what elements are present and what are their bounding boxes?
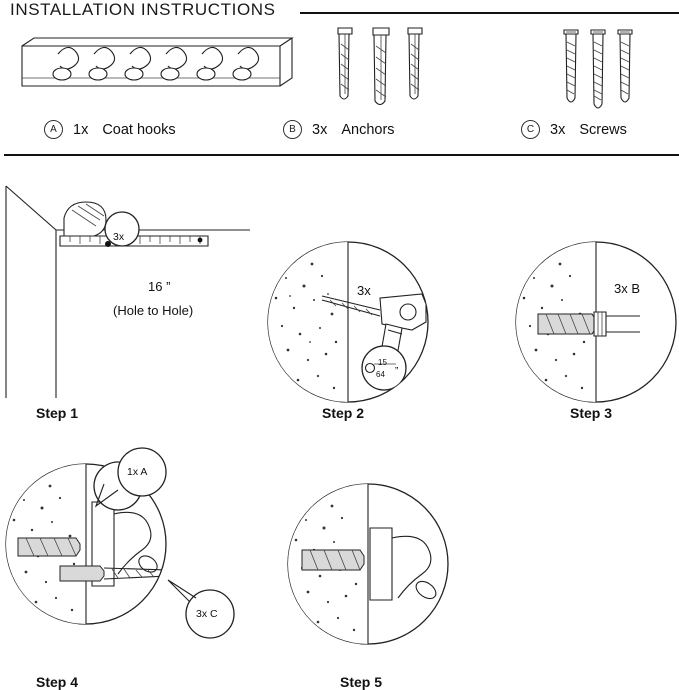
step4-caption: Step 4 (36, 674, 79, 690)
step2-callout-qty: 3x (357, 283, 371, 298)
step2-bit-denominator: 64 (376, 370, 385, 379)
part-qty-c: 3x (550, 121, 566, 138)
step3-callout-qty: 3x B (614, 281, 641, 296)
step2-bit-numerator: 15 (378, 358, 387, 367)
part-name-a: Coat hooks (102, 121, 176, 138)
screw-icon (564, 30, 632, 108)
part-badge-b: B (283, 120, 302, 139)
step3-illustration (510, 238, 679, 408)
step1-illustration (0, 168, 260, 398)
step2-illustration (262, 238, 442, 408)
part-label-b (283, 120, 395, 139)
part-label-c (521, 120, 627, 139)
page-title: INSTALLATION INSTRUCTIONS (10, 0, 276, 19)
step1-note-hole-to-hole: (Hole to Hole) (113, 303, 194, 318)
step5-caption: Step 5 (340, 674, 383, 690)
part-badge-c: C (521, 120, 540, 139)
part-name-c: Screws (579, 121, 627, 138)
part-badge-a: A (44, 120, 63, 139)
part-label-a (44, 120, 176, 139)
step4-callout-hook: 1x A (127, 466, 148, 478)
tape-measure-marking-icon (60, 202, 208, 247)
step4-callout-screw: 3x C (196, 608, 218, 620)
step5-illustration (282, 480, 462, 655)
step2-bit-inch: ” (395, 366, 399, 377)
anchor-in-wall-icon (18, 538, 80, 556)
part-name-b: Anchors (341, 121, 395, 138)
part-qty-b: 3x (312, 121, 328, 138)
coat-hook-rail-icon (22, 38, 292, 86)
step1-callout-qty: 3x (113, 231, 125, 243)
step2-caption: Step 2 (322, 405, 365, 421)
step3-caption: Step 3 (570, 405, 613, 421)
section-divider (4, 154, 679, 156)
step4-illustration (0, 440, 250, 670)
part-qty-a: 1x (73, 121, 89, 138)
wall-anchor-icon (338, 28, 422, 105)
step1-note-dimension: 16 ” (148, 279, 171, 294)
step1-caption: Step 1 (36, 405, 79, 421)
